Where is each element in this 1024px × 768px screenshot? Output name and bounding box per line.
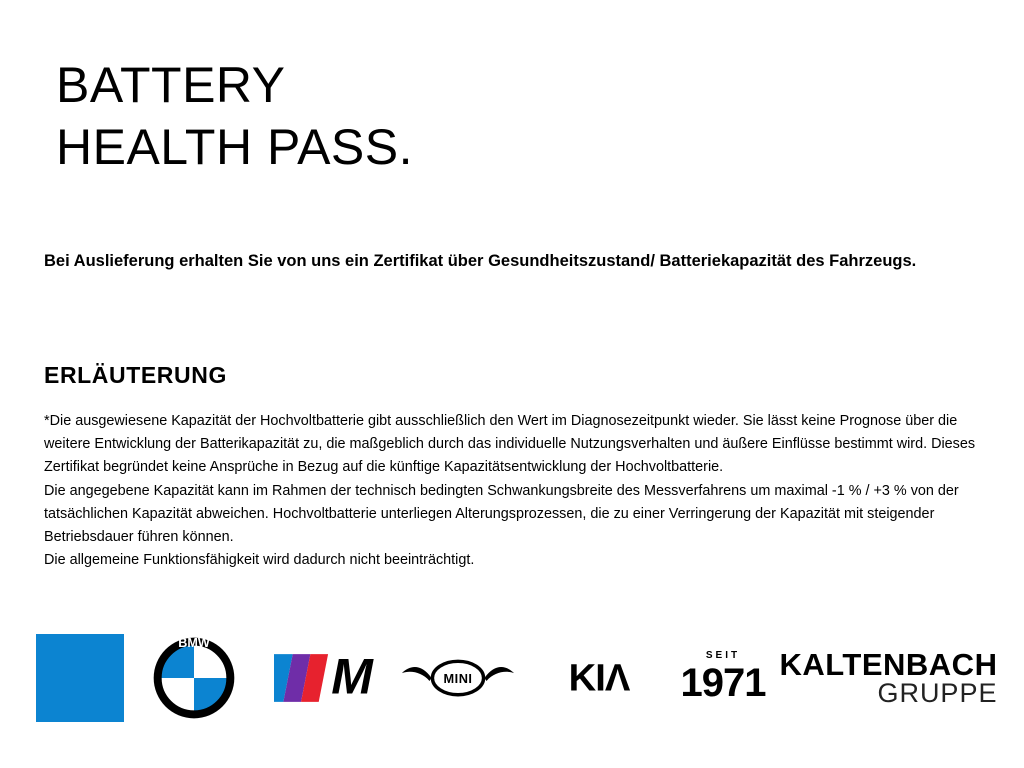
kaltenbach-seit-label: SEIT	[705, 650, 741, 661]
bmw-m-logo-icon	[274, 654, 378, 702]
page-title	[56, 54, 956, 178]
blue-square-icon	[36, 634, 124, 722]
mini-logo-icon	[399, 653, 517, 703]
kia-logo-slot	[524, 630, 674, 726]
bmw-logo-slot	[128, 630, 260, 726]
svg-text:BMW: BMW	[178, 636, 210, 650]
logo-bar	[32, 630, 1008, 726]
bmw-m-logo-slot	[260, 630, 392, 726]
svg-text:M: M	[331, 654, 373, 702]
body-paragraph-1: *Die ausgewiesene Kapazität der Hochvoltbatterie gibt ausschließlich den Wert im Diagnosezeitpunkt wieder. Sie lässt keine Prognose über die weitere Entwicklung der Batterikapazität zu, die maßgeblich durch das individuelle Nutzungsverhalten und äußere Einflüsse bestimmt wird. Dieses Zertifikat begründet keine Ansprüche in Bezug auf die künftige Kapazitätsentwicklung der Hochvoltbatterie.	[44, 413, 976, 476]
body-copy	[44, 410, 984, 572]
blue-square-logo-slot	[32, 630, 128, 726]
kaltenbach-year-label: 1971	[680, 661, 766, 705]
intro-paragraph: Bei Auslieferung erhalten Sie von uns ein Zertifikat über Gesundheitszustand/ Batteriekapazität des Fahrzeugs.	[44, 252, 917, 270]
svg-text:KIΛ: KIΛ	[568, 656, 630, 700]
page-title-line-1: BATTERY	[56, 57, 286, 113]
kaltenbach-gruppe-label: GRUPPE	[877, 678, 998, 708]
bmw-logo-icon	[152, 636, 236, 720]
section-heading: ERLÄUTERUNG	[44, 362, 227, 388]
body-paragraph-3: Die allgemeine Funktionsfähigkeit wird dadurch nicht beeinträchtigt.	[44, 552, 475, 569]
body-paragraph-2: Die angegebene Kapazität kann im Rahmen der technisch bedingten Schwankungsbreite des Messverfahrens um maximal -1 % / +3 % von der tatsächlichen Kapazität abweichen. Hochvoltbatterie unterliegen Alterungsprozessen, die zu einer Verringerung der Kapazität mit steigender Betriebsdauer führen können.	[44, 482, 959, 546]
mini-logo-slot	[392, 630, 524, 726]
kia-logo-icon	[537, 655, 661, 701]
kaltenbach-name-label: KALTENBACH	[779, 647, 998, 682]
kaltenbach-since-mark	[681, 651, 766, 705]
page-title-line-2: HEALTH PASS.	[56, 119, 414, 175]
svg-text:MINI: MINI	[443, 670, 473, 686]
kaltenbach-wordmark	[780, 649, 998, 707]
kaltenbach-logo-slot	[674, 630, 1004, 726]
kaltenbach-lockup	[681, 649, 998, 707]
